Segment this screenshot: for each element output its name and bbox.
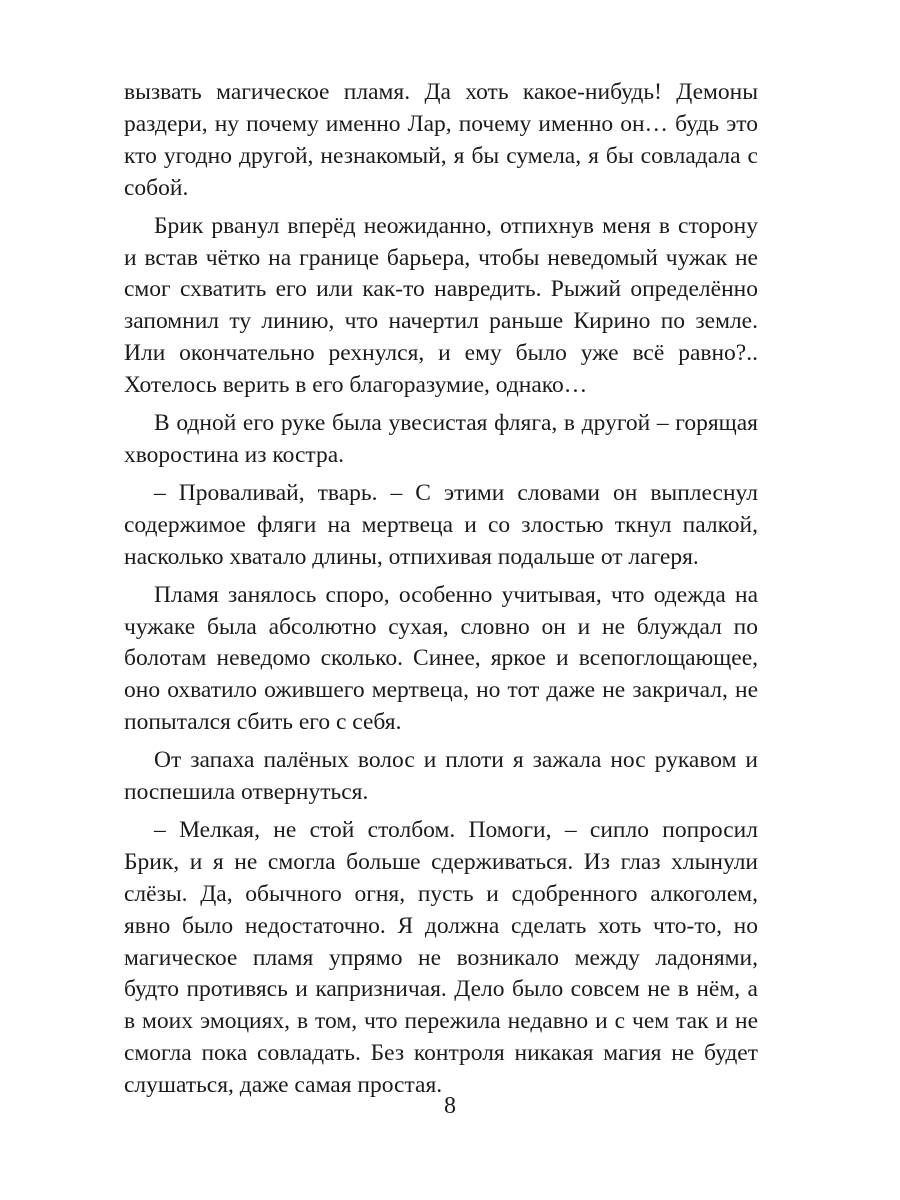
paragraph-7: – Мелкая, не стой столбом. Помоги, – сипло попросил Брик, и я не смогла больше сдерживаться. Из глаз хлынули слёзы. Да, обычного огня, пусть и сдобренного алкоголем, явно было недостаточно. Я должна сделать хоть что-то, но магическое пламя упрямо не возникало между ладонями, будто противясь и капризничая. Дело было совсем не в нём, а в моих эмоциях, в том, что пережила недавно и с чем так и не смогла пока совладать. Без контроля никакая магия не будет слушаться, даже самая простая. — [124, 816, 758, 1099]
paragraph-6: От запаха палёных волос и плоти я зажала нос рукавом и поспешила отвернуться. — [124, 747, 758, 806]
page-number: 8 — [444, 1093, 456, 1119]
paragraph-4: – Проваливай, тварь. – С этими словами он выплеснул содержимое фляги на мертвеца и со злостью ткнул палкой, насколько хватало длины, отпихивая подальше от лагеря. — [124, 479, 758, 570]
paragraph-5: Пламя занялось споро, особенно учитывая, что одежда на чужаке была абсолютно сухая, словно он и не блуждал по болотам неведомо сколько. Синее, яркое и всепоглощающее, оно охватило ожившего мертвеца, но тот даже не закричал, не попытался сбить его с себя. — [124, 581, 758, 736]
paragraph-1: вызвать магическое пламя. Да хоть какое-нибудь! Демоны раздери, ну почему именно Лар, почему именно он… будь это кто угодно другой, незнакомый, я бы сумела, я бы совладала с собой. — [124, 79, 758, 201]
paragraph-3: В одной его руке была увесистая фляга, в другой – горящая хворостина из костра. — [124, 410, 758, 468]
paragraph-2: Брик рванул вперёд неожиданно, отпихнув меня в сторону и встав чётко на границе барьера, чтобы неведомый чужак не смог схватить его или как-то навредить. Рыжий определённо запомнил ту линию, что начертил раньше Кирино по земле. Или окончательно рехнулся, и ему было уже всё равно?.. Хотелось верить в его благоразумие, однако… — [124, 212, 758, 399]
body-text — [124, 77, 758, 1108]
